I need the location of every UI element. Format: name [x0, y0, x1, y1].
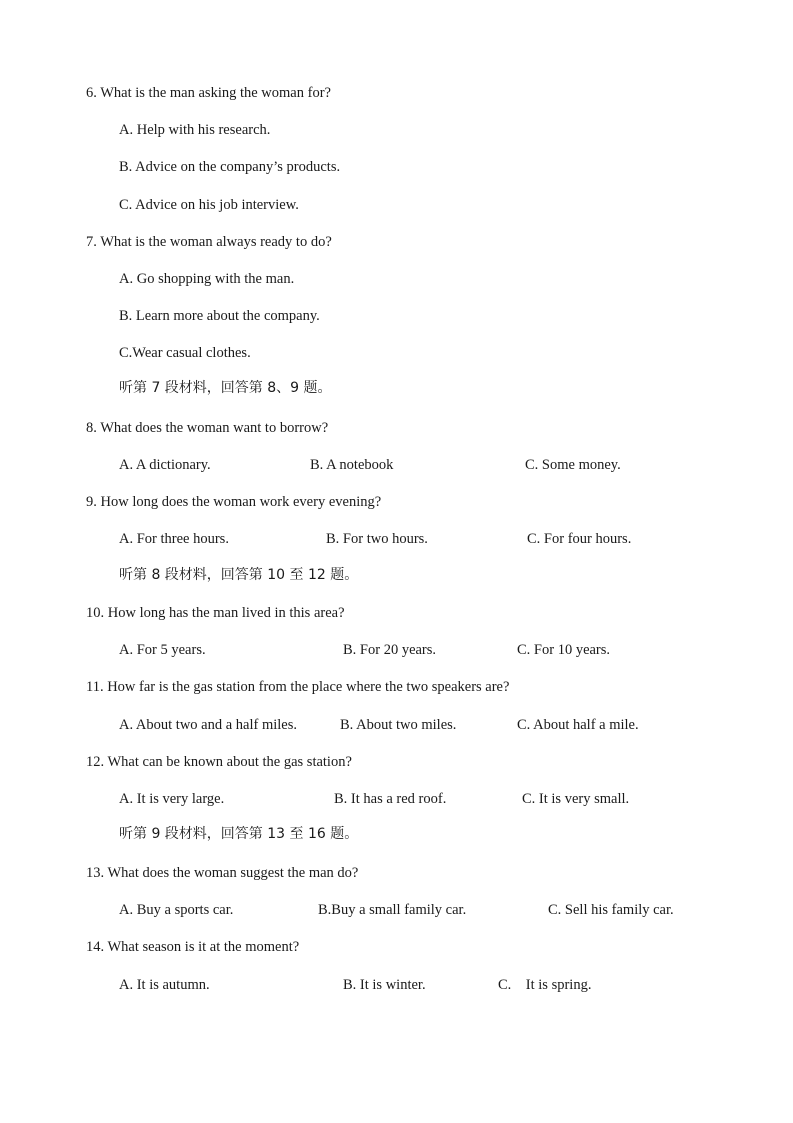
question-11: 11. How far is the gas station from the place where the two speakers are? [86, 679, 510, 695]
q14-option-a: A. It is autumn. [119, 977, 210, 993]
q9-option-a: A. For three hours. [119, 531, 229, 547]
q8-option-b: B. A notebook [310, 457, 394, 473]
q7-option-c: C.Wear casual clothes. [119, 345, 251, 361]
q8-option-a: A. A dictionary. [119, 457, 211, 473]
question-8: 8. What does the woman want to borrow? [86, 420, 329, 436]
q10-option-a: A. For 5 years. [119, 642, 206, 658]
q11-option-b: B. About two miles. [340, 717, 457, 733]
section-8-instruction: 听第 8 段材料，回答第 10 至 12 题。 [119, 567, 359, 583]
q13-option-b: B.Buy a small family car. [318, 902, 467, 918]
q8-option-c: C. Some money. [525, 457, 621, 473]
question-6: 6. What is the man asking the woman for? [86, 85, 331, 101]
question-13: 13. What does the woman suggest the man do? [86, 865, 359, 881]
q13-option-a: A. Buy a sports car. [119, 902, 234, 918]
question-9: 9. How long does the woman work every evening? [86, 494, 382, 510]
q9-option-b: B. For two hours. [326, 531, 428, 547]
q6-option-b: B. Advice on the company’s products. [119, 159, 341, 175]
q14-option-b: B. It is winter. [343, 977, 426, 993]
question-10: 10. How long has the man lived in this area? [86, 605, 345, 621]
q7-option-b: B. Learn more about the company. [119, 308, 320, 324]
q11-option-a: A. About two and a half miles. [119, 717, 298, 733]
question-14: 14. What season is it at the moment? [86, 939, 300, 955]
q12-option-a: A. It is very large. [119, 791, 225, 807]
section-7-instruction: 听第 7 段材料，回答第 8、9 题。 [119, 380, 332, 396]
q14-option-c: C. It is spring. [498, 977, 592, 993]
q10-option-b: B. For 20 years. [343, 642, 437, 658]
q11-option-c: C. About half a mile. [517, 717, 639, 733]
q12-option-b: B. It has a red roof. [334, 791, 447, 807]
q13-option-c: C. Sell his family car. [548, 902, 674, 918]
question-12: 12. What can be known about the gas station? [86, 754, 352, 770]
question-7: 7. What is the woman always ready to do? [86, 234, 332, 250]
section-9-instruction: 听第 9 段材料，回答第 13 至 16 题。 [119, 826, 359, 842]
q6-option-a: A. Help with his research. [119, 122, 271, 138]
q6-option-c: C. Advice on his job interview. [119, 197, 299, 213]
q7-option-a: A. Go shopping with the man. [119, 271, 295, 287]
q9-option-c: C. For four hours. [527, 531, 632, 547]
q10-option-c: C. For 10 years. [517, 642, 611, 658]
q12-option-c: C. It is very small. [522, 791, 630, 807]
